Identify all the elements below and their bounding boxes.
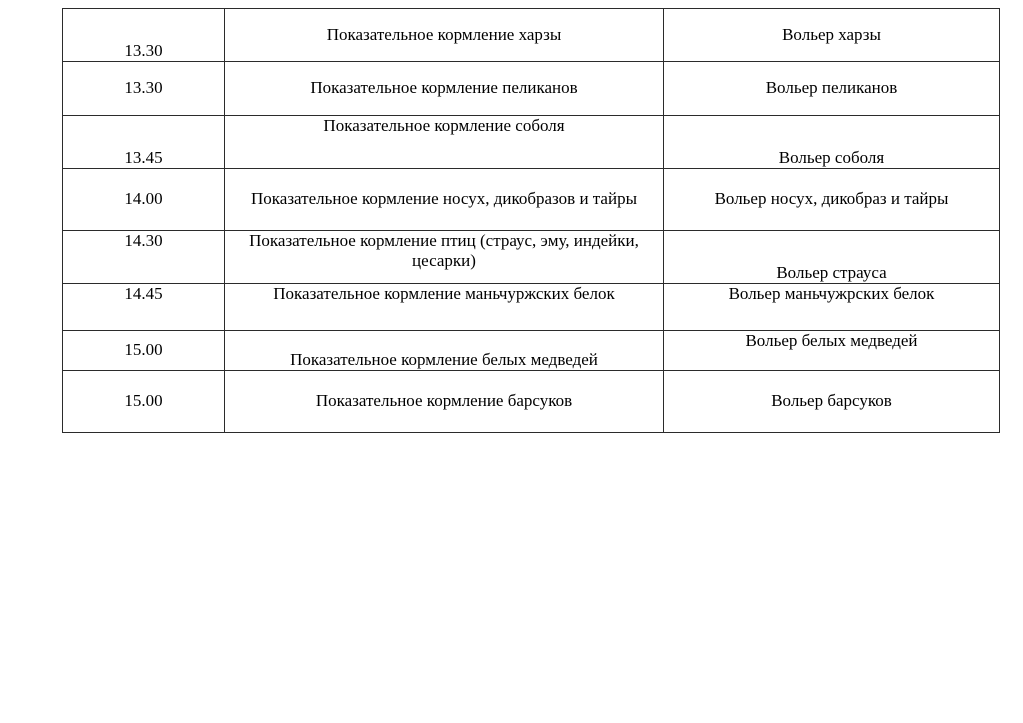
cell-location <box>664 331 1000 371</box>
event-value: Показательное кормление маньчуржских белок <box>273 284 615 303</box>
cell-time <box>63 371 225 433</box>
cell-time <box>63 9 225 62</box>
event-value: Показательное кормление пеликанов <box>310 78 578 98</box>
location-value: Вольер пеликанов <box>765 78 898 98</box>
event-value: Показательное кормление харзы <box>326 24 562 44</box>
table-row <box>63 231 1000 284</box>
table-row <box>63 331 1000 371</box>
location-value: Вольер харзы <box>782 24 881 44</box>
cell-event <box>225 231 664 284</box>
event-value: Показательное кормление барсуков <box>315 391 573 411</box>
cell-location <box>664 116 1000 169</box>
cell-time <box>63 116 225 169</box>
cell-event <box>225 169 664 231</box>
cell-event <box>225 9 664 62</box>
location-value: Вольер носух, дикобраз и тайры <box>714 189 949 209</box>
event-value: Показательное кормление птиц (страус, эму, индейки, цесарки) <box>249 231 639 271</box>
table-row <box>63 284 1000 331</box>
table-row <box>63 116 1000 169</box>
cell-event <box>225 284 664 331</box>
cell-location <box>664 231 1000 284</box>
time-value: 14.00 <box>124 189 163 209</box>
time-value: 15.00 <box>124 391 163 411</box>
cell-event <box>225 62 664 116</box>
location-value: Вольер белых медведей <box>745 331 918 350</box>
cell-event <box>225 371 664 433</box>
event-value: Показательное кормление белых медведей <box>290 349 598 369</box>
time-value: 13.45 <box>124 147 163 167</box>
cell-location <box>664 284 1000 331</box>
schedule-table <box>62 8 1000 433</box>
location-value: Вольер соболя <box>778 147 885 167</box>
table-row <box>63 371 1000 433</box>
time-value: 13.30 <box>124 78 163 98</box>
cell-time <box>63 284 225 331</box>
cell-location <box>664 371 1000 433</box>
cell-time <box>63 331 225 371</box>
event-value: Показательное кормление соболя <box>323 116 565 135</box>
cell-event <box>225 116 664 169</box>
event-value: Показательное кормление носух, дикобразов и тайры <box>251 189 637 209</box>
cell-location <box>664 169 1000 231</box>
cell-event <box>225 331 664 371</box>
time-value: 14.30 <box>124 231 163 250</box>
cell-location <box>664 62 1000 116</box>
cell-time <box>63 169 225 231</box>
table-row <box>63 169 1000 231</box>
location-value: Вольер страуса <box>776 262 887 282</box>
time-value: 15.00 <box>124 340 163 360</box>
cell-time <box>63 62 225 116</box>
location-value: Вольер маньчужрских белок <box>728 284 935 303</box>
table-row <box>63 9 1000 62</box>
table-row <box>63 62 1000 116</box>
cell-location <box>664 9 1000 62</box>
time-value: 13.30 <box>124 40 163 60</box>
location-value: Вольер барсуков <box>771 391 892 411</box>
schedule-table-body <box>63 9 1000 433</box>
cell-time <box>63 231 225 284</box>
time-value: 14.45 <box>124 284 163 303</box>
